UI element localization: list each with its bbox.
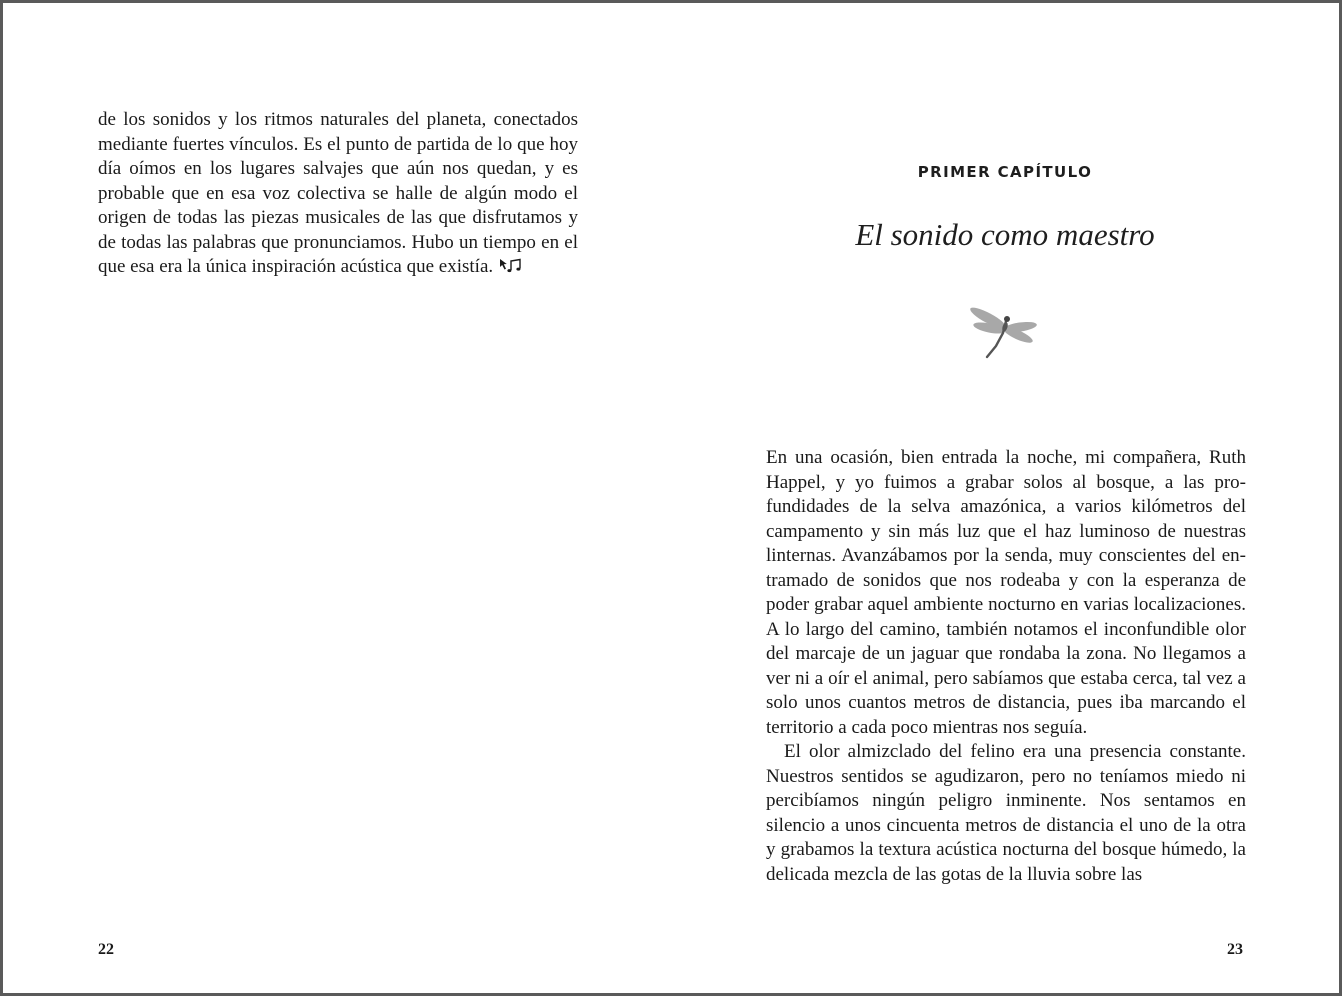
right-paragraph-2: El olor almizclado del felino era una presencia constante. Nuestros sentidos se agudizaron, pero no teníamos miedo ni percibíamos ningún peligro inminente. Nos sentamos en silencio a unos cincuenta metros de distancia el uno de la otra y grabamos la textura acústica nocturna del bosque húmedo, la delicada mezcla de las gotas de la lluvia sobre las bbox=[766, 741, 1246, 885]
book-spread bbox=[3, 3, 1339, 993]
page-number-right: 23 bbox=[1227, 941, 1243, 958]
right-paragraph-1: En una ocasión, bien entrada la noche, mi compañera, Ruth Happel, y yo fuimos a grabar solos al bosque, a las profundidades de la selva amazónica, a varios kilómetros del campamento y sin más luz que el haz luminoso de nuestras linternas. Avanzábamos por la senda, muy conscientes del entramado de sonidos que nos rodeaba y con la esperanza de poder grabar aquel ambiente nocturno en varias localizaciones. A lo largo del camino, también notamos el inconfundible olor del marcaje de un jaguar que rondaba la zona. No llegamos a ver ni a oír el animal, pero sabíamos que estaba cerca, tal vez a solo unos cuantos metros de distancia, pues iba marcando el territorio a cada poco mientras nos seguía. bbox=[766, 447, 1246, 738]
chapter-title: El sonido como maestro bbox=[855, 217, 1155, 252]
right-page bbox=[671, 3, 1339, 993]
left-page-body bbox=[98, 108, 578, 280]
left-paragraph-1 bbox=[98, 108, 578, 280]
chapter-label: PRIMER CAPÍTULO bbox=[917, 163, 1093, 181]
left-paragraph-1-text: de los sonidos y los ritmos naturales del planeta, conectados mediante fuertes vínculos. Es el punto de partida de lo que hoy día oímos en los lugares salvajes que aún nos quedan, y es probable que en esa voz colectiva se halle de algún modo el origen de todas las piezas musicales de las que disfrutamos y de todas las palabras que pronunciamos. Hubo un tiempo en el que esa era la única inspiración acústica que existía. bbox=[98, 109, 578, 277]
left-page bbox=[3, 3, 671, 993]
arrow-music-note-icon bbox=[499, 258, 523, 274]
right-page-body bbox=[766, 446, 1246, 887]
page-number-left: 22 bbox=[98, 941, 114, 958]
dragonfly-icon bbox=[966, 299, 1042, 363]
